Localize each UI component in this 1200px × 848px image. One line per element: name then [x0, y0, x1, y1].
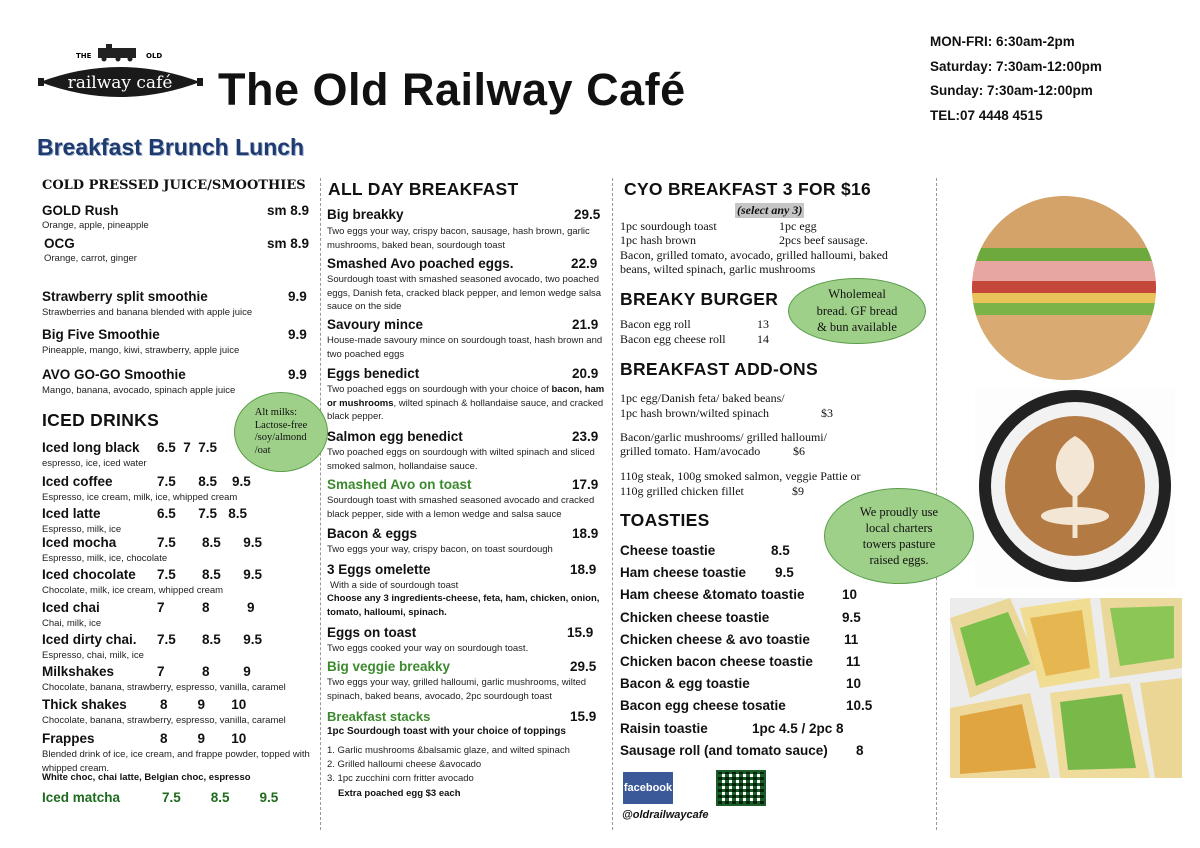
menu-item-price: 11	[846, 654, 861, 669]
menu-item-desc: Mango, banana, avocado, spinach apple juice	[42, 385, 236, 396]
menu-item-desc: Two eggs your way, crispy bacon, sausage, hash brown, garlic mushrooms, baked bean, sourdough toast	[327, 226, 590, 251]
note-line: raised eggs.	[869, 553, 929, 567]
menu-item-price: 14	[757, 332, 769, 346]
logo-main-text: railway café	[67, 73, 173, 93]
cyo-option: 1pc egg	[779, 219, 817, 233]
cyo-option: 1pc sourdough toast	[620, 219, 717, 233]
menu-item-desc: Chocolate, banana, strawberry, espresso, vanilla, caramel	[42, 715, 286, 726]
cafe-logo	[38, 42, 203, 104]
menu-item-name: Milkshakes	[42, 664, 115, 679]
menu-item-prices: 7.5 8.5 9.5	[157, 632, 263, 647]
menu-item-desc: Two poached eggs on sourdough with your choice of bacon, ham or mushrooms, wilted spinach & hollandaise sauce, and cracked black pepper.	[327, 384, 605, 422]
note-line: We proudly use	[859, 505, 939, 519]
note-line: /oat	[254, 444, 271, 456]
addon-line: 1pc egg/Danish feta/ baked beans/	[620, 391, 785, 405]
menu-item-name: Sausage roll (and tomato sauce)	[620, 742, 828, 758]
menu-item-price: 20.9	[572, 366, 599, 381]
menu-item-name: Eggs on toast	[327, 625, 417, 640]
menu-item-price: 23.9	[572, 429, 599, 444]
menu-item-name: Iced mocha	[42, 535, 117, 550]
addon-line: Bacon/garlic mushrooms/ grilled halloumi/	[620, 430, 827, 444]
menu-item-name: AVO GO-GO Smoothie	[42, 367, 186, 382]
menu-item-price: 15.9	[570, 709, 597, 724]
menu-item-prices: 8 9 10	[160, 731, 247, 746]
menu-item-name: 3 Eggs omelette	[327, 562, 431, 577]
addon-line: 1pc hash brown/wilted spinach	[620, 406, 769, 420]
cyo-option: Bacon, grilled tomato, avocado, grilled halloumi, baked	[620, 248, 888, 262]
menu-item-name: Salmon egg benedict	[327, 429, 463, 444]
hours-line: Saturday: 7:30am-12:00pm	[930, 58, 1102, 74]
menu-item-name: Iced coffee	[42, 474, 113, 489]
addon-price: $6	[793, 444, 805, 458]
menu-item-name: Bacon egg cheese tosatie	[620, 698, 786, 714]
menu-item-desc: With a side of sourdough toast	[330, 580, 459, 591]
logo-top-right-text: OLD	[146, 52, 163, 60]
menu-item-price: 8.5	[771, 543, 790, 558]
menu-item-name: Big Five Smoothie	[42, 327, 160, 342]
menu-item-price: sm 8.9	[267, 236, 310, 251]
menu-item-name: Chicken bacon cheese toastie	[620, 654, 813, 669]
menu-item-price: 9.9	[288, 289, 307, 304]
menu-item-desc: Chocolate, milk, ice cream, whipped cream	[42, 585, 224, 596]
hours-line: MON-FRI: 6:30am-2pm	[930, 34, 1075, 49]
latte-photo	[975, 388, 1175, 588]
menu-item-desc: Espresso, milk, ice	[42, 524, 122, 535]
menu-item-desc: Strawberries and banana blended with apple juice	[42, 307, 253, 318]
note-line: & bun available	[817, 320, 897, 335]
frappe-flavours: White choc, chai latte, Belgian choc, espresso	[42, 772, 251, 783]
menu-item-prices: 7.5 8.5 9.5	[157, 567, 263, 582]
stacks-option: 1. Garlic mushrooms &balsamic glaze, and wilted spinach	[327, 745, 570, 756]
addon-line: 110g grilled chicken fillet	[620, 484, 744, 498]
menu-item-prices: 6.5 7 7.5	[157, 440, 218, 455]
note-line: Lactose-free	[254, 419, 308, 431]
menu-item-price: 21.9	[572, 317, 599, 332]
menu-item-desc: House-made savoury mince on sourdough toast, hash brown and two poached eggs	[327, 335, 603, 360]
menu-item-name: Thick shakes	[42, 697, 127, 712]
menu-item-price: 1pc 4.5 / 2pc 8	[752, 720, 844, 736]
menu-item-name: Iced chai	[42, 600, 100, 615]
menu-item-prices: 7 8 9	[157, 600, 255, 615]
menu-item-name: Breakfast stacks	[327, 709, 431, 724]
menu-item-prices: 7.5 8.5 9.5	[157, 474, 251, 489]
stacks-option: 3. 1pc zucchini corn fritter avocado	[327, 773, 474, 784]
menu-item-desc: Orange, carrot, ginger	[44, 253, 137, 264]
menu-item-price: 18.9	[572, 526, 599, 541]
note-line: Alt milks:	[254, 407, 298, 418]
menu-item-desc: Pineapple, mango, kiwi, strawberry, apple juice	[42, 345, 240, 356]
menu-item-desc: Espresso, ice cream, milk, ice, whipped cream	[42, 492, 238, 503]
menu-item-name: Iced long black	[42, 440, 140, 455]
menu-item-price: 11	[844, 631, 859, 647]
menu-item-desc: Blended drink of ice, ice cream, and frappe powder, topped with whipped cream.	[42, 749, 310, 774]
menu-item-desc: espresso, ice, iced water	[42, 458, 147, 469]
burger-heading: BREAKY BURGER	[620, 289, 779, 309]
addons-heading: BREAKFAST ADD-ONS	[620, 359, 818, 379]
menu-item-price: 29.5	[570, 659, 597, 674]
wholemeal-note	[788, 278, 926, 344]
menu-item-desc: Two eggs your way, crispy bacon, on toast sourdough	[327, 544, 553, 555]
hours-line: Sunday: 7:30am-12:00pm	[930, 83, 1093, 98]
menu-item-name: OCG	[44, 236, 75, 251]
toasties-heading: TOASTIES	[620, 510, 710, 530]
menu-item-desc: Two eggs cooked your way on sourdough toast.	[327, 643, 529, 654]
menu-item-prices: 7.5 8.5 9.5	[157, 535, 263, 550]
menu-item-price: 22.9	[571, 256, 598, 271]
stacks-subhead: 1pc Sourdough toast with your choice of toppings	[327, 726, 566, 737]
menu-item-name: Strawberry split smoothie	[42, 289, 208, 304]
menu-item-name: Bacon egg roll	[620, 317, 691, 331]
cyo-option: 2pcs beef sausage.	[779, 233, 868, 247]
opening-hours	[930, 30, 1102, 128]
menu-item-desc: Orange, apple, pineapple	[42, 220, 149, 231]
menu-item-prices: 8 9 10	[160, 697, 247, 712]
menu-item-prices: 7 8 9	[157, 664, 251, 679]
menu-item-name: Chicken cheese toastie	[620, 609, 770, 625]
menu-item-name: Smashed Avo on toast	[327, 477, 472, 492]
menu-item-price: 10	[842, 587, 858, 603]
menu-item-name: Ham cheese &tomato toastie	[620, 587, 805, 603]
menu-item-desc: Chocolate, banana, strawberry, espresso, vanilla, caramel	[42, 682, 286, 693]
menu-item-name: Big breakky	[327, 207, 404, 222]
column-divider	[320, 178, 321, 830]
breakfast-heading: ALL DAY BREAKFAST	[328, 179, 519, 199]
sandwich-platter-photo	[950, 598, 1182, 778]
menu-item-price: 13	[757, 317, 769, 331]
menu-item-prices: 7.5 8.5 9.5	[162, 790, 279, 805]
logo-top-text: THE	[76, 52, 92, 60]
addon-price: $9	[792, 484, 804, 498]
eggs-note	[824, 488, 974, 584]
note-line: /soy/almond	[254, 432, 307, 443]
note-line: towers pasture	[862, 537, 936, 551]
menu-item-name: Eggs benedict	[327, 366, 420, 381]
iced-drinks-heading: ICED DRINKS	[42, 410, 160, 430]
menu-item-name: Iced chocolate	[42, 567, 136, 582]
menu-item-desc: Espresso, milk, ice, chocolate	[42, 553, 168, 564]
menu-item-desc: Chai, milk, ice	[42, 618, 102, 629]
note-line: bread. GF bread	[816, 303, 898, 318]
menu-item-desc: Espresso, chai, milk, ice	[42, 650, 144, 661]
menu-item-name: GOLD Rush	[42, 203, 119, 218]
social-handle[interactable]: @oldrailwaycafe	[622, 809, 709, 821]
menu-item-desc: Sourdough toast with smashed seasoned avocado and cracked black pepper, side with a lemon wedge and salsa sauce	[327, 495, 595, 520]
menu-item-name: Smashed Avo poached eggs.	[327, 256, 514, 271]
page-title: The Old Railway Café	[218, 64, 686, 115]
note-line: Wholemeal	[828, 287, 886, 302]
qr-code-icon[interactable]	[716, 770, 766, 806]
menu-item-name: Chicken cheese & avo toastie	[620, 631, 810, 647]
stacks-option: 2. Grilled halloumi cheese &avocado	[327, 759, 482, 770]
addon-price: $3	[821, 406, 833, 420]
menu-item-name: Savoury mince	[327, 317, 424, 332]
menu-item-price: 18.9	[570, 562, 597, 577]
menu-item-desc: Sourdough toast with smashed seasoned avocado, two poached eggs, Danish feta, cracked black pepper, and lemon wedge salsa sauce on the side	[327, 274, 602, 312]
menu-item-price: 29.5	[574, 207, 601, 222]
menu-item-name: Bacon & eggs	[327, 526, 418, 541]
menu-item-desc: Two poached eggs on sourdough with wilted spinach and sliced smoked salmon, hollandaise sauce.	[327, 447, 595, 472]
facebook-logo[interactable]: facebook	[623, 772, 673, 804]
menu-item-name: Iced latte	[42, 506, 101, 521]
column-divider	[612, 178, 613, 830]
stacks-extra: Extra poached egg $3 each	[338, 788, 461, 799]
menu-item-name: Raisin toastie	[620, 720, 708, 736]
menu-item-desc: Two eggs your way, grilled halloumi, garlic mushrooms, wilted spinach, baked beans, avocado, 2pc sourdough toast	[327, 677, 587, 702]
menu-item-price: 8	[856, 742, 864, 758]
menu-item-price: sm 8.9	[267, 203, 310, 218]
cyo-heading: CYO BREAKFAST 3 FOR $16	[624, 179, 872, 199]
menu-item-name: Bacon & egg toastie	[620, 676, 750, 692]
menu-item-name: Big veggie breakky	[327, 659, 451, 674]
menu-item-name: Iced matcha	[42, 790, 121, 805]
menu-item-name: Bacon egg cheese roll	[620, 332, 726, 346]
menu-item-price: 10	[846, 676, 862, 692]
menu-item-name: Frappes	[42, 731, 95, 746]
menu-item-price: 9.5	[842, 609, 861, 625]
addon-line: 110g steak, 100g smoked salmon, veggie Pattie or	[620, 469, 861, 483]
menu-item-desc-bold: Choose any 3 ingredients-cheese, feta, ham, chicken, onion, tomato, halloumi, spinach.	[327, 593, 600, 618]
phone-number: TEL:07 4448 4515	[930, 107, 1043, 123]
cyo-option: beans, wilted spinach, garlic mushrooms	[620, 262, 816, 276]
sandwich-photo	[946, 193, 1182, 383]
note-line: local charters	[865, 521, 933, 535]
train-icon	[98, 44, 136, 62]
menu-subtitle: Breakfast Brunch Lunch	[37, 134, 305, 160]
menu-item-price: 17.9	[572, 477, 599, 492]
cyo-select-note: (select any 3)	[737, 203, 803, 217]
cyo-option: 1pc hash brown	[620, 233, 696, 247]
menu-item-price: 10.5	[846, 698, 873, 714]
menu-item-prices: 6.5 7.5 8.5	[157, 506, 248, 521]
menu-item-price: 9.5	[775, 565, 794, 581]
menu-item-name: Ham cheese toastie	[620, 565, 747, 581]
juice-heading: COLD PRESSED JUICE/SMOOTHIES	[42, 178, 306, 193]
addon-line: grilled tomato. Ham/avocado	[620, 444, 761, 458]
menu-item-name: Iced dirty chai.	[42, 632, 137, 647]
menu-item-name: Cheese toastie	[620, 543, 716, 558]
menu-item-price: 15.9	[567, 625, 594, 640]
menu-item-price: 9.9	[288, 367, 307, 382]
menu-item-price: 9.9	[288, 327, 307, 342]
